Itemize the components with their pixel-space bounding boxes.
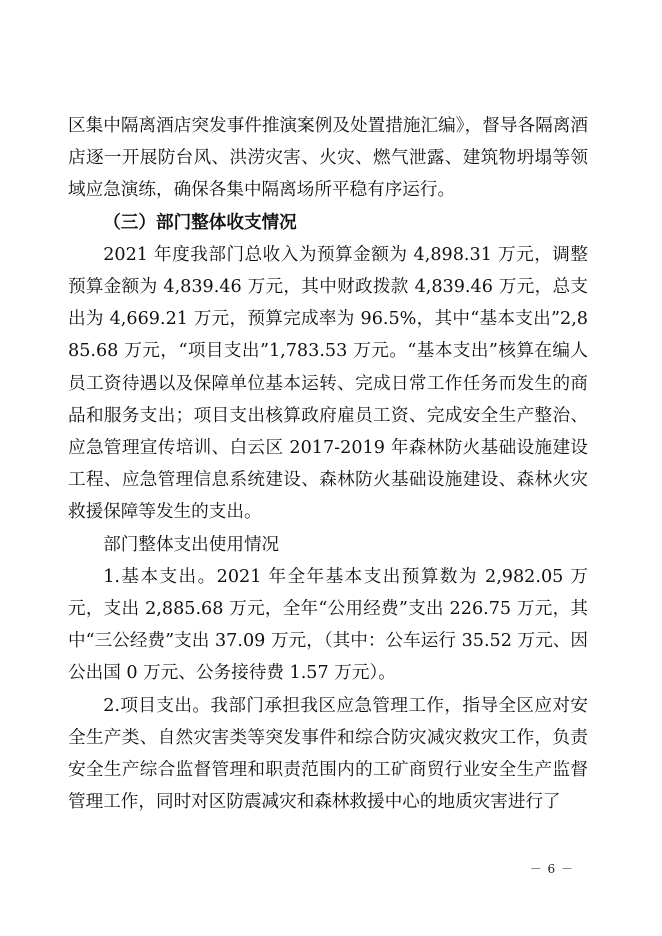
paragraph-project-expenditure: 2.项目支出。我部门承担我区应急管理工作，指导全区应对安全生产类、自然灾害类等突发事件和综合防灾减灾救灾工作，负责安全生产综合监督管理和职责范围内的工矿商贸行业安全生产监督管理工作，同时对区防震减灾和森林救援中心的地质灾害进行了 [68, 695, 588, 813]
paragraph-subheading: 部门整体支出使用情况 [103, 534, 280, 555]
document-body [68, 110, 588, 818]
section-heading: （三）部门整体收支情况 [103, 211, 297, 233]
paragraph-basic-expenditure: 1.基本支出。2021 年全年基本支出预算数为 2,982.05 万元，支出 2,885.68 万元，全年“公用经费”支出 226.75 万元，其中“三公经费”支出 37.09 万元，（其中：公车运行 35.52 万元、因公出国 0 万元、公务接待费 1.57 万元）。 [68, 566, 588, 684]
page-number: － 6 － [529, 862, 574, 876]
paragraph-revenue-expenditure: 2021 年度我部门总收入为预算金额为 4,898.31 万元，调整预算金额为 4,839.46 万元，其中财政拨款 4,839.46 万元，总支出为 4,669.21 万元，预算完成率为 96.5%，其中“基本支出”2,885.68 万元，“项目支出”1,783.53 万元。“基本支出”核算在编人员工资待遇以及保障单位基本运转、完成日常工作任务而发生的商品和服务支出；项目支出核算政府雇员工资、完成安全生产整治、应急管理宣传培训、白云区 2017-2019 年森林防火基础设施建设工程、应急管理信息系统建设、森林防火基础设施建设、森林火灾救援保障等发生的支出。 [68, 244, 588, 523]
paragraph-continued: 区集中隔离酒店突发事件推演案例及处置措施汇编》，督导各隔离酒店逐一开展防台风、洪涝灾害、火灾、燃气泄露、建筑物坍塌等领域应急演练，确保各集中隔离场所平稳有序运行。 [68, 116, 588, 201]
